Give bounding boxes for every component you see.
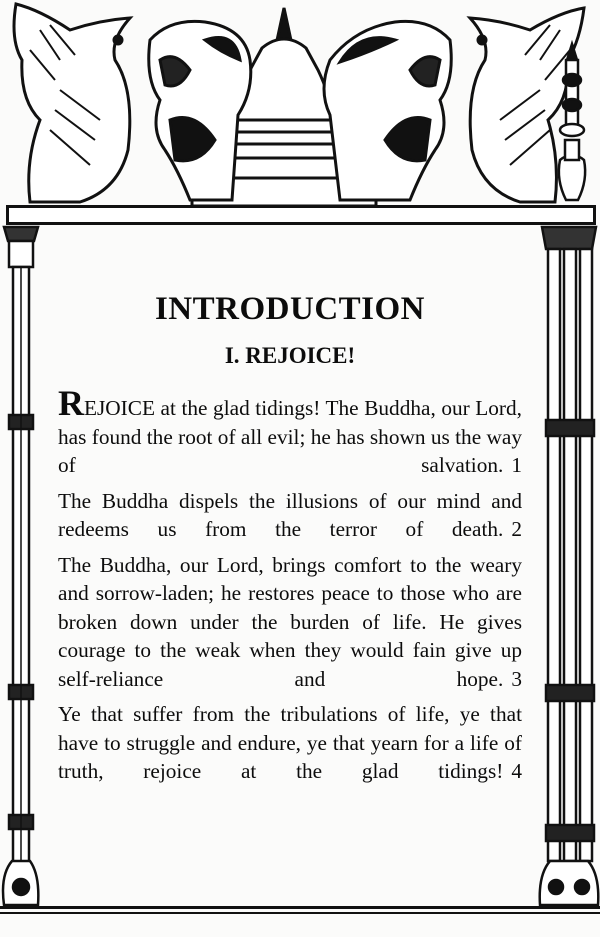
verse-1 — [58, 383, 522, 480]
verse-number: 4 — [511, 759, 522, 783]
verse-number: 2 — [511, 517, 522, 541]
chapter-text — [58, 285, 522, 793]
left-pillar — [0, 225, 42, 915]
verse-4 — [58, 700, 522, 786]
verse-text: The Buddha, our Lord, brings comfort to the weary and sorrow-laden; he restores peace to those who are broken down under the burden of life. He gives courage to the weak when they would fain give up self-reliance and hope. — [58, 552, 522, 691]
bird-left-icon — [14, 4, 130, 202]
section-title: I. REJOICE! — [224, 343, 356, 368]
elephant-right-icon — [324, 21, 451, 200]
ornamental-frieze-illustration — [0, 0, 600, 210]
right-pillar — [536, 225, 600, 915]
verse-text: The Buddha dispels the illusions of our mind and redeems us from the terror of death. — [58, 488, 522, 541]
verse-number: 3 — [511, 666, 522, 691]
entablature-shelf — [6, 205, 596, 225]
verse-list — [58, 383, 522, 786]
chapter-title: INTRODUCTION — [154, 291, 426, 327]
page-base-rule — [0, 906, 600, 914]
verse-number: 1 — [511, 453, 522, 477]
verse-text: Ye that suffer from the tribulations of life, ye that have to struggle and endure, ye that yearn for a life of truth, rejoice at the glad tidings! — [58, 702, 522, 783]
verse-text: EJOICE at the glad tidings! The Buddha, our Lord, has found the root of all evil; he has shown us the way of salvation. — [58, 396, 522, 477]
verse-3 — [58, 551, 522, 694]
verse-2 — [58, 487, 522, 544]
drop-cap: R — [58, 383, 84, 423]
